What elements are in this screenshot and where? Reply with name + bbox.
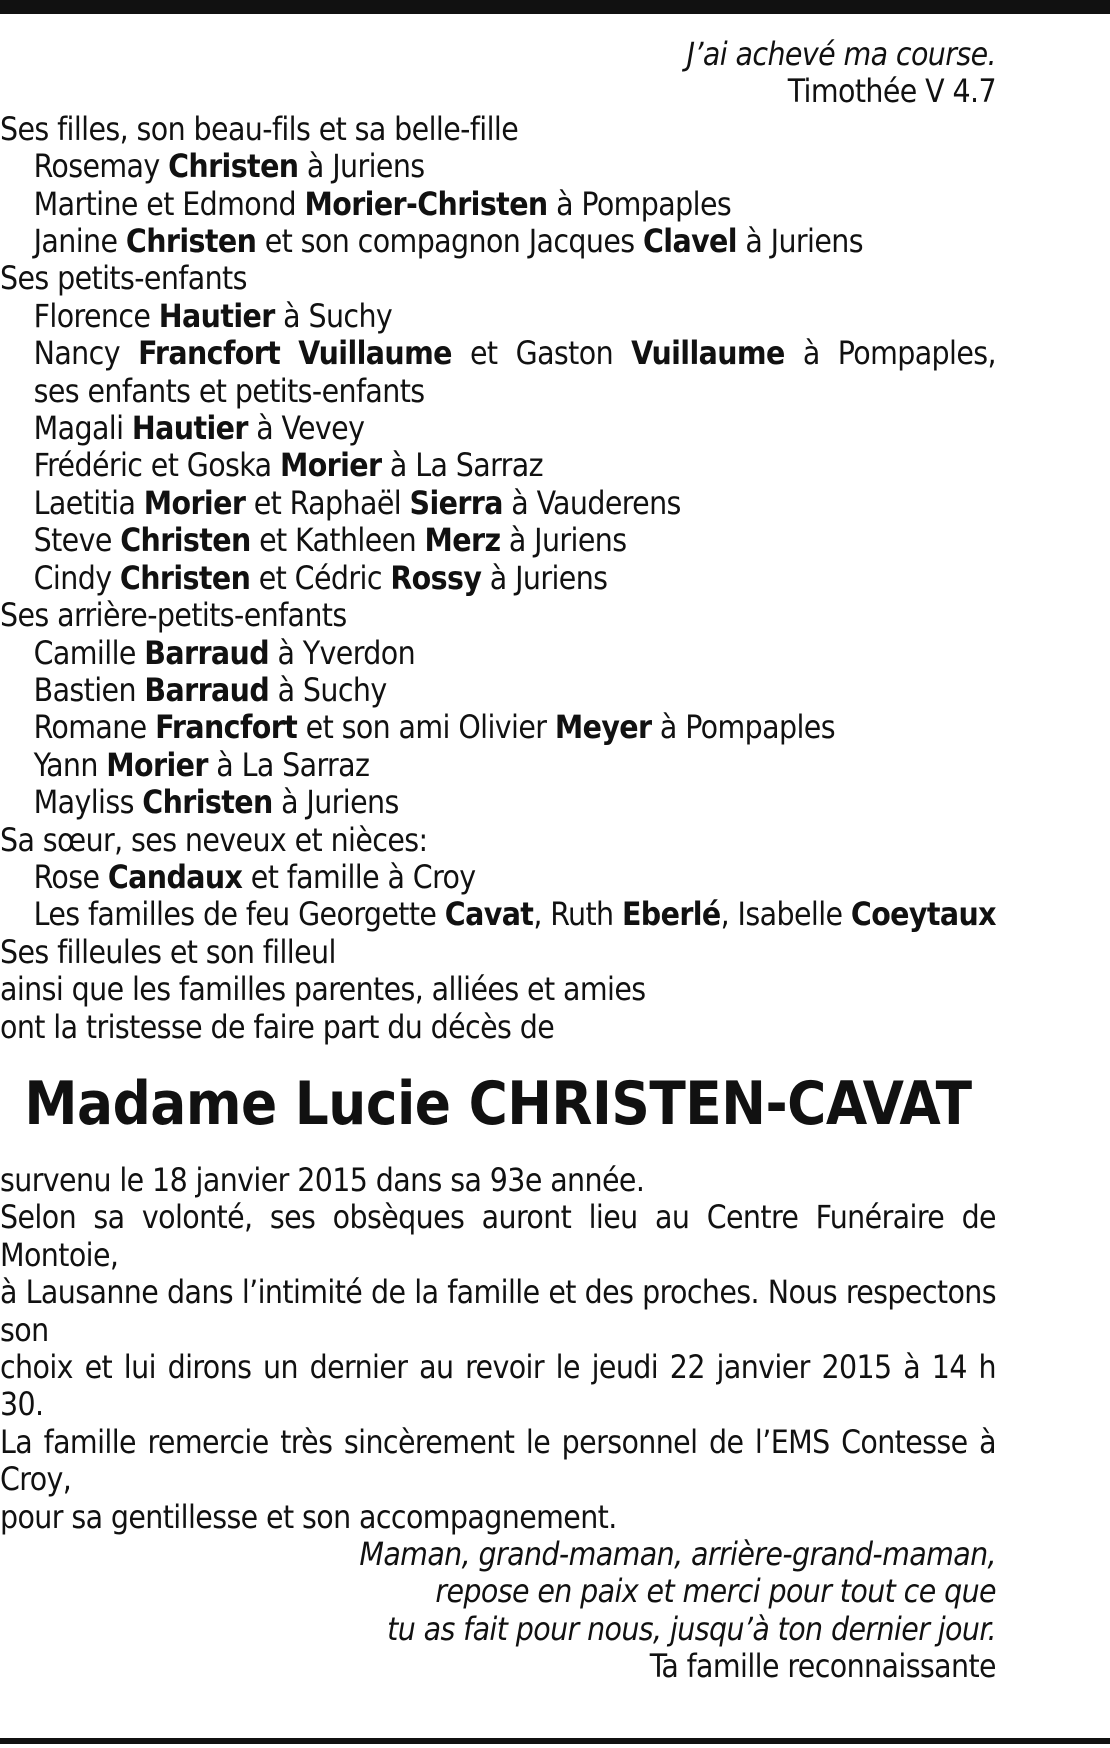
surname: Eberlé — [621, 895, 721, 934]
text-segment: Florence — [33, 296, 159, 335]
text-segment: et son compagnon Jacques — [256, 222, 643, 261]
text-segment: et Cédric — [250, 558, 391, 597]
farewell-line: repose en paix et merci pour tout ce que — [435, 1572, 996, 1611]
family-member-line — [0, 186, 996, 223]
text-segment: à La Sarraz — [207, 745, 370, 784]
surname: Francfort — [138, 334, 281, 373]
text-segment: Sa sœur, ses neveux et nièces: — [0, 820, 428, 859]
surname: Christen — [125, 222, 257, 261]
announcement-line: survenu le 18 janvier 2015 dans sa 93e année. — [0, 1160, 645, 1199]
text-segment: Camille — [33, 633, 145, 672]
family-member-line — [0, 298, 996, 335]
family-member-line — [0, 560, 996, 597]
text-segment: Steve — [33, 521, 121, 560]
text-segment: Ses filles, son beau-fils et sa belle-fille — [0, 109, 519, 148]
surname: Sierra — [409, 483, 503, 522]
family-group-heading — [0, 111, 996, 148]
family-member-line — [0, 410, 996, 447]
text-segment: à Juriens — [481, 558, 608, 597]
surname: Vuillaume — [298, 334, 452, 373]
family-member-line — [0, 373, 996, 410]
surname: Christen — [142, 783, 273, 822]
surname: Barraud — [144, 633, 269, 672]
surname: Coeytaux — [850, 895, 996, 934]
family-list — [0, 111, 996, 1046]
text-segment: Ses filleules et son filleul — [0, 932, 336, 971]
announcement-line: pour sa gentillesse et son accompagnement. — [0, 1497, 617, 1536]
text-segment: Rosemay — [33, 147, 169, 186]
surname: Morier — [143, 483, 246, 522]
text-segment: à Juriens — [500, 521, 627, 560]
family-group-heading — [0, 934, 996, 971]
text-segment: Les familles de feu Georgette — [33, 895, 445, 934]
family-member-line — [0, 223, 996, 260]
bottom-border-rule — [0, 1738, 1110, 1744]
farewell-line: tu as fait pour nous, jusqu’à ton dernier jour. — [387, 1609, 996, 1648]
text-segment: ainsi que les familles parentes, alliées et amies — [0, 970, 646, 1009]
epigraph-quote: J’ai achevé ma course. — [686, 35, 996, 73]
surname: Hautier — [131, 409, 248, 448]
text-segment: Frédéric et Goska — [33, 446, 280, 485]
text-segment: Mayliss — [33, 783, 143, 822]
family-group-heading — [0, 1009, 996, 1046]
family-group-heading — [0, 971, 996, 1008]
text-segment: à Juriens — [298, 147, 425, 186]
text-segment: Janine — [33, 222, 126, 261]
family-member-line — [0, 635, 996, 672]
announcement-line: à Lausanne dans l’intimité de la famille et des proches. Nous respectons son — [0, 1273, 996, 1349]
surname: Barraud — [144, 670, 270, 709]
farewell-line: Maman, grand-maman, arrière-grand-maman, — [359, 1535, 996, 1574]
family-member-line — [0, 672, 996, 709]
text-segment: à La Sarraz — [381, 446, 543, 485]
announcement-line: La famille remercie très sincèrement le personnel de l’EMS Contesse à Croy, — [0, 1422, 996, 1499]
text-segment: à Juriens — [736, 222, 864, 261]
text-segment: ses enfants et petits-enfants — [33, 371, 425, 410]
surname: Merz — [424, 521, 501, 560]
text-segment: Ses arrière-petits-enfants — [0, 596, 347, 635]
obituary-notice — [0, 36, 996, 1686]
announcement-paragraph — [0, 1162, 996, 1536]
text-segment: à Suchy — [274, 296, 393, 335]
surname: Meyer — [554, 708, 652, 747]
surname: Morier — [106, 745, 208, 784]
surname: Vuillaume — [631, 334, 785, 373]
surname: Hautier — [158, 296, 275, 335]
surname: Cavat — [444, 895, 534, 934]
text-segment: à Vevey — [247, 409, 365, 448]
text-segment: Nancy — [33, 334, 139, 373]
surname: Clavel — [642, 222, 737, 261]
text-segment: et famille à Croy — [242, 857, 476, 896]
surname: Francfort — [155, 708, 298, 747]
family-member-line — [0, 485, 996, 522]
family-member-line — [0, 859, 996, 896]
text-segment: , Ruth — [533, 895, 622, 934]
text-segment: Rose — [33, 857, 108, 896]
text-segment: à Yverdon — [268, 633, 416, 672]
family-group-heading — [0, 597, 996, 634]
surname: Morier — [279, 446, 382, 485]
announcement-line: choix et lui dirons un dernier au revoir le jeudi 22 janvier 2015 à 14 h 30. — [0, 1348, 996, 1424]
signature: Ta famille reconnaissante — [649, 1647, 996, 1686]
text-segment: Magali — [33, 409, 132, 448]
text-segment: à Pompaples, — [784, 334, 996, 373]
surname: Christen — [168, 147, 299, 186]
family-group-heading — [0, 822, 996, 859]
text-segment: Yann — [33, 745, 107, 784]
surname: Rossy — [390, 558, 482, 597]
family-member-line — [0, 148, 996, 185]
family-member-line — [0, 896, 996, 933]
epigraph-reference: Timothée V 4.7 — [787, 72, 996, 111]
text-segment: Laetitia — [33, 483, 144, 522]
text-segment — [280, 334, 298, 372]
text-segment: ont la tristesse de faire part du décès de — [0, 1007, 555, 1046]
text-segment: Cindy — [33, 558, 120, 597]
text-segment: à Vauderens — [502, 483, 681, 522]
text-segment: , Isabelle — [720, 895, 851, 934]
surname: Christen — [120, 521, 251, 560]
text-segment: et Gaston — [451, 334, 632, 373]
text-segment: à Suchy — [269, 670, 387, 709]
text-segment: Ses petits-enfants — [0, 259, 247, 298]
family-member-line — [0, 522, 996, 559]
surname: Candaux — [107, 857, 243, 896]
text-segment: à Pompaples — [651, 708, 835, 747]
family-member-line — [0, 709, 996, 746]
family-member-line — [0, 447, 996, 484]
text-segment: et Kathleen — [250, 521, 425, 560]
top-border-rule — [0, 0, 1110, 14]
family-member-line — [0, 784, 996, 821]
family-member-line — [0, 335, 996, 372]
text-segment: Romane — [33, 708, 156, 747]
text-segment: Bastien — [33, 670, 145, 709]
family-member-line — [0, 747, 996, 784]
farewell-verse — [0, 1536, 996, 1648]
text-segment: à Pompaples — [547, 184, 732, 223]
announcement-line: Selon sa volonté, ses obsèques auront lieu au Centre Funéraire de Montoie, — [0, 1198, 996, 1274]
family-group-heading — [0, 260, 996, 297]
text-segment: Martine et Edmond — [33, 184, 305, 223]
surname: Morier-Christen — [304, 184, 548, 223]
text-segment: à Juriens — [272, 783, 399, 822]
deceased-name: Madame Lucie CHRISTEN-CAVAT — [24, 1068, 972, 1139]
surname: Christen — [119, 558, 251, 597]
text-segment: et son ami Olivier — [297, 708, 555, 747]
text-segment: et Raphaël — [245, 483, 410, 522]
